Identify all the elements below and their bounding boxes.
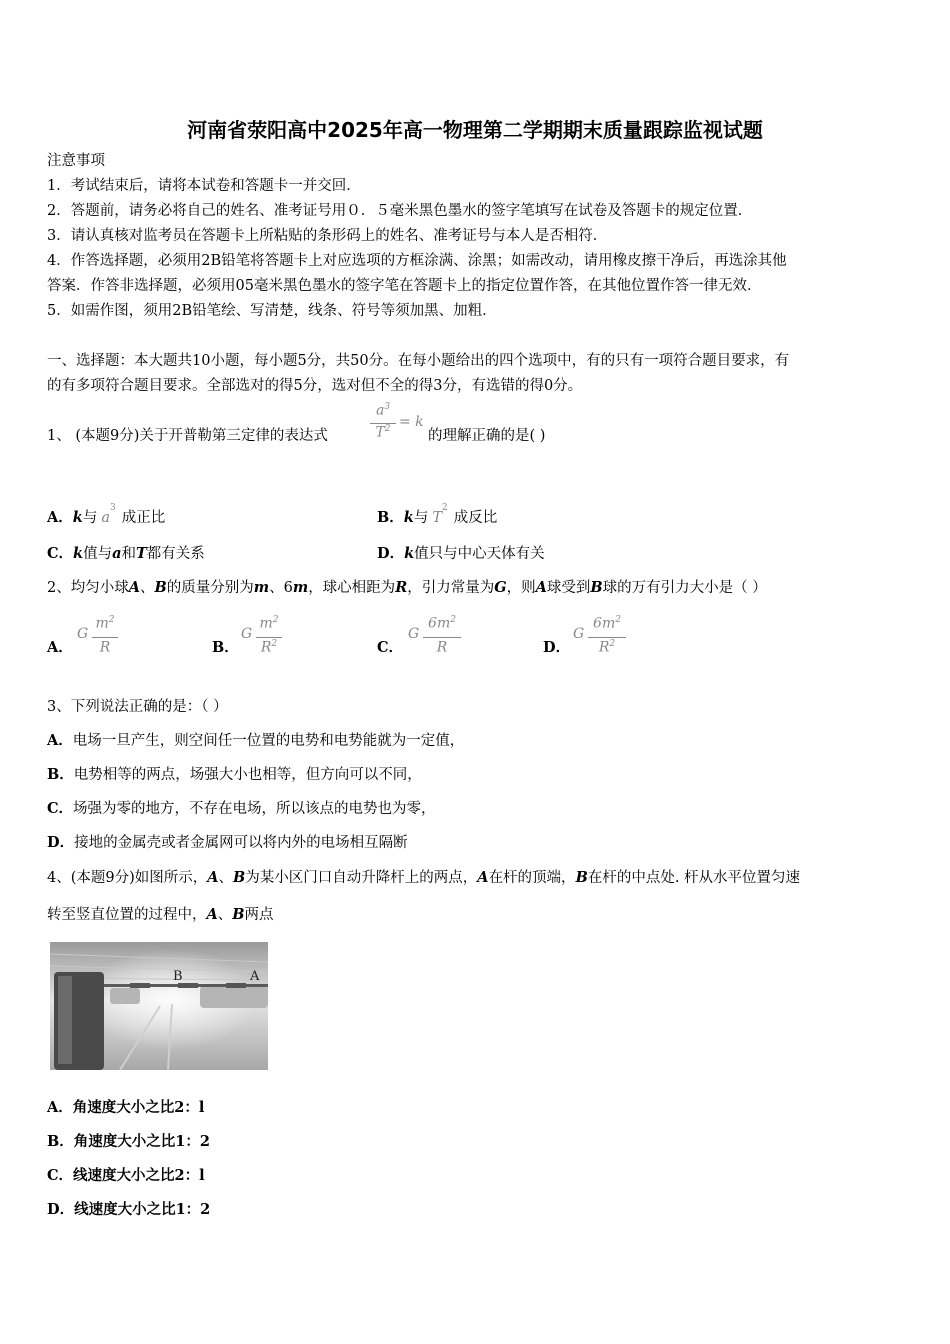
q3-option-b	[47, 765, 422, 785]
notice-item: 1．考试结束后，请将本试卷和答题卡一并交回．	[47, 178, 361, 194]
point-b-label: B	[173, 969, 183, 984]
option-label: B．	[377, 509, 404, 526]
q2-option-c-label: C．	[377, 639, 404, 656]
option-text: 值与	[83, 546, 113, 562]
fraction-bar	[256, 637, 282, 638]
q2-option-d-fraction	[588, 615, 626, 661]
option-text: 角速度大小之比2：l	[72, 1099, 205, 1116]
page-title: 河南省荥阳高中2025年高一物理第二学期期末质量跟踪监视试题	[187, 118, 763, 142]
var-sup: 2	[441, 503, 448, 513]
q2-option-c-g: G	[408, 626, 420, 642]
q1-stem-suffix: 的理解正确的是( )	[428, 428, 546, 444]
q2-option-a-label: A．	[47, 639, 73, 656]
frac-sup: 2	[615, 615, 621, 625]
barrier-gate-photo	[50, 942, 268, 1070]
q2-option-b-label: B．	[212, 639, 239, 656]
option-text: 与	[82, 510, 98, 526]
var: A	[207, 869, 219, 886]
stem-text: 在杆的中点处. 杆从水平位置匀速	[587, 870, 801, 886]
notice-item: 4．作答选择题，必须用2B铅笔将答题卡上对应选项的方框涂满、涂黑；如需改动，请用橡皮擦干净后，再选涂其他	[47, 253, 787, 269]
stem-text: 、	[218, 870, 234, 886]
var: B	[154, 579, 167, 596]
section-heading-cont: 的有多项符合题目要求。全部选对的得5分，选对但不全的得3分，有选错的得0分。	[47, 378, 583, 394]
var: A	[206, 906, 218, 923]
var: A	[535, 579, 547, 596]
stem-text: 转至竖直位置的过程中，	[47, 907, 207, 923]
var-t: T	[136, 545, 147, 562]
q3-option-d	[47, 833, 408, 853]
frac-den: R	[99, 639, 111, 656]
var: m	[292, 579, 309, 596]
q4-option-a	[47, 1098, 204, 1118]
option-text: 电场一旦产生，则空间任一位置的电势和电势能就为一定值，	[72, 733, 465, 749]
var-k: k	[404, 545, 415, 562]
stem-text: 球受到	[546, 580, 591, 596]
frac-num: 6m	[593, 615, 616, 632]
q1-formula-num-sup: 3	[384, 402, 391, 412]
option-label: D．	[47, 834, 75, 851]
option-label: C．	[47, 800, 74, 817]
frac-num: 6m	[428, 615, 451, 632]
barrier-gate-illustration	[50, 942, 268, 1070]
option-label: A．	[47, 509, 73, 526]
option-text: 值只与中心天体有关	[414, 546, 545, 562]
var: A	[477, 869, 489, 886]
var-sup: 3	[109, 503, 116, 513]
option-text: 都有关系	[146, 546, 205, 562]
q1-formula-den: T	[375, 424, 385, 441]
q4-option-b	[47, 1132, 210, 1152]
q1-option-c	[47, 544, 205, 564]
stem-text: 4、(本题9分)如图所示，	[47, 870, 208, 886]
notice-item: 2．答题前，请务必将自己的姓名、准考证号用０．５毫米黑色墨水的签字笔填写在试卷及答题卡的规定位置．	[47, 203, 753, 219]
option-text: 线速度大小之比2：l	[73, 1167, 205, 1184]
section-heading: 一、选择题：本大题共10小题，每小题5分，共50分。在每小题给出的四个选项中，有的只有一项符合题目要求，有	[47, 353, 790, 369]
stem-text: ，引力常量为	[407, 580, 495, 596]
stem-text: 在杆的顶端，	[488, 870, 576, 886]
q4-stem-line2	[47, 905, 274, 925]
option-text: 电势相等的两点，场强大小也相等，但方向可以不同，	[73, 767, 422, 783]
q1-formula-fraction	[370, 402, 396, 444]
frac-den: R	[436, 639, 448, 656]
stem-text: ，球心相距为	[308, 580, 396, 596]
q2-option-b-fraction	[256, 615, 282, 661]
var: m	[253, 579, 270, 596]
fraction-bar	[423, 637, 461, 638]
option-text: 与	[413, 510, 429, 526]
stem-text: 2、均匀小球	[47, 580, 129, 596]
var-k: k	[72, 509, 83, 526]
option-text: 成正比	[121, 510, 166, 526]
frac-sup: 2	[271, 639, 278, 649]
option-label: D．	[47, 1201, 75, 1218]
fraction-bar	[92, 637, 118, 638]
option-label: A．	[47, 732, 73, 749]
var-a: a	[101, 510, 110, 526]
q1-option-d	[377, 544, 545, 564]
point-a-label: A	[250, 969, 260, 984]
option-label: B．	[47, 766, 74, 783]
frac-num: m	[95, 615, 109, 632]
stem-text: 两点	[244, 907, 274, 923]
q1-formula-den-sup: 2	[384, 424, 391, 434]
option-label: B．	[47, 1133, 74, 1150]
option-text: 角速度大小之比1：2	[73, 1133, 210, 1150]
q3-stem: 3、下列说法正确的是：（ ）	[47, 699, 228, 715]
var-k: k	[73, 545, 84, 562]
var-t: T	[432, 510, 442, 526]
option-text: 场强为零的地方，不存在电场，所以该点的电势也为零，	[73, 801, 436, 817]
q1-option-b	[377, 498, 497, 528]
stem-text: 球的万有引力大小是（ ）	[602, 580, 767, 596]
option-text: 和	[121, 546, 136, 562]
stem-text: 、	[140, 580, 155, 596]
q1-formula-num: a	[375, 402, 385, 419]
var-a: a	[112, 545, 122, 562]
q2-option-b-g: G	[241, 626, 253, 642]
notice-item: 答案．作答非选择题，必须用05毫米黑色墨水的签字笔在答题卡上的指定位置作答，在其他位置作答一律无效．	[47, 278, 762, 294]
stem-text: 、6	[269, 580, 293, 596]
q2-option-a-g: G	[77, 626, 89, 642]
stem-text: 为某小区门口自动升降杆上的两点，	[245, 870, 478, 886]
frac-sup: 2	[272, 615, 279, 625]
var-k: k	[403, 509, 414, 526]
option-text: 接地的金属壳或者金属网可以将内外的电场相互隔断	[74, 835, 408, 851]
q1-formula-rhs: = k	[399, 414, 424, 430]
frac-sup: 2	[450, 615, 456, 625]
option-text: 成反比	[453, 510, 498, 526]
notice-item: 3．请认真核对监考员在答题卡上所粘贴的条形码上的姓名、准考证号与本人是否相符．	[47, 228, 608, 244]
frac-sup: 2	[609, 639, 616, 649]
q4-option-c	[47, 1166, 205, 1186]
option-label: D．	[377, 545, 405, 562]
var: R	[395, 579, 408, 596]
var: B	[590, 579, 603, 596]
q2-option-d-g: G	[573, 626, 585, 642]
stem-text: 、	[217, 907, 233, 923]
frac-sup: 2	[108, 615, 115, 625]
frac-den: R	[260, 639, 272, 656]
q4-stem-line1	[47, 868, 800, 888]
q3-option-c	[47, 799, 436, 819]
option-label: A．	[47, 1099, 73, 1116]
var: G	[494, 579, 507, 596]
option-text: 线速度大小之比1：2	[74, 1201, 211, 1218]
var: B	[232, 906, 245, 923]
var: B	[233, 869, 246, 886]
stem-text: ，则	[506, 580, 536, 596]
option-label: C．	[47, 1167, 74, 1184]
stem-text: 的质量分别为	[166, 580, 254, 596]
q4-option-d	[47, 1200, 210, 1220]
q2-option-a-fraction	[92, 615, 118, 661]
frac-den: R	[598, 639, 610, 656]
var: A	[128, 579, 140, 596]
q2-stem	[47, 578, 767, 598]
q1-option-a	[47, 498, 165, 528]
var: B	[575, 869, 588, 886]
notice-item: 5．如需作图，须用2B铅笔绘、写清楚，线条、符号等须加黑、加粗．	[47, 303, 497, 319]
q2-option-c-fraction	[423, 615, 461, 661]
notice-heading: 注意事项	[47, 153, 105, 169]
q3-option-a	[47, 731, 464, 751]
option-label: C．	[47, 545, 74, 562]
q2-option-d-label: D．	[543, 639, 571, 656]
q1-stem-prefix: 1、 (本题9分)关于开普勒第三定律的表达式	[47, 428, 328, 444]
fraction-bar	[588, 637, 626, 638]
frac-num: m	[259, 615, 273, 632]
